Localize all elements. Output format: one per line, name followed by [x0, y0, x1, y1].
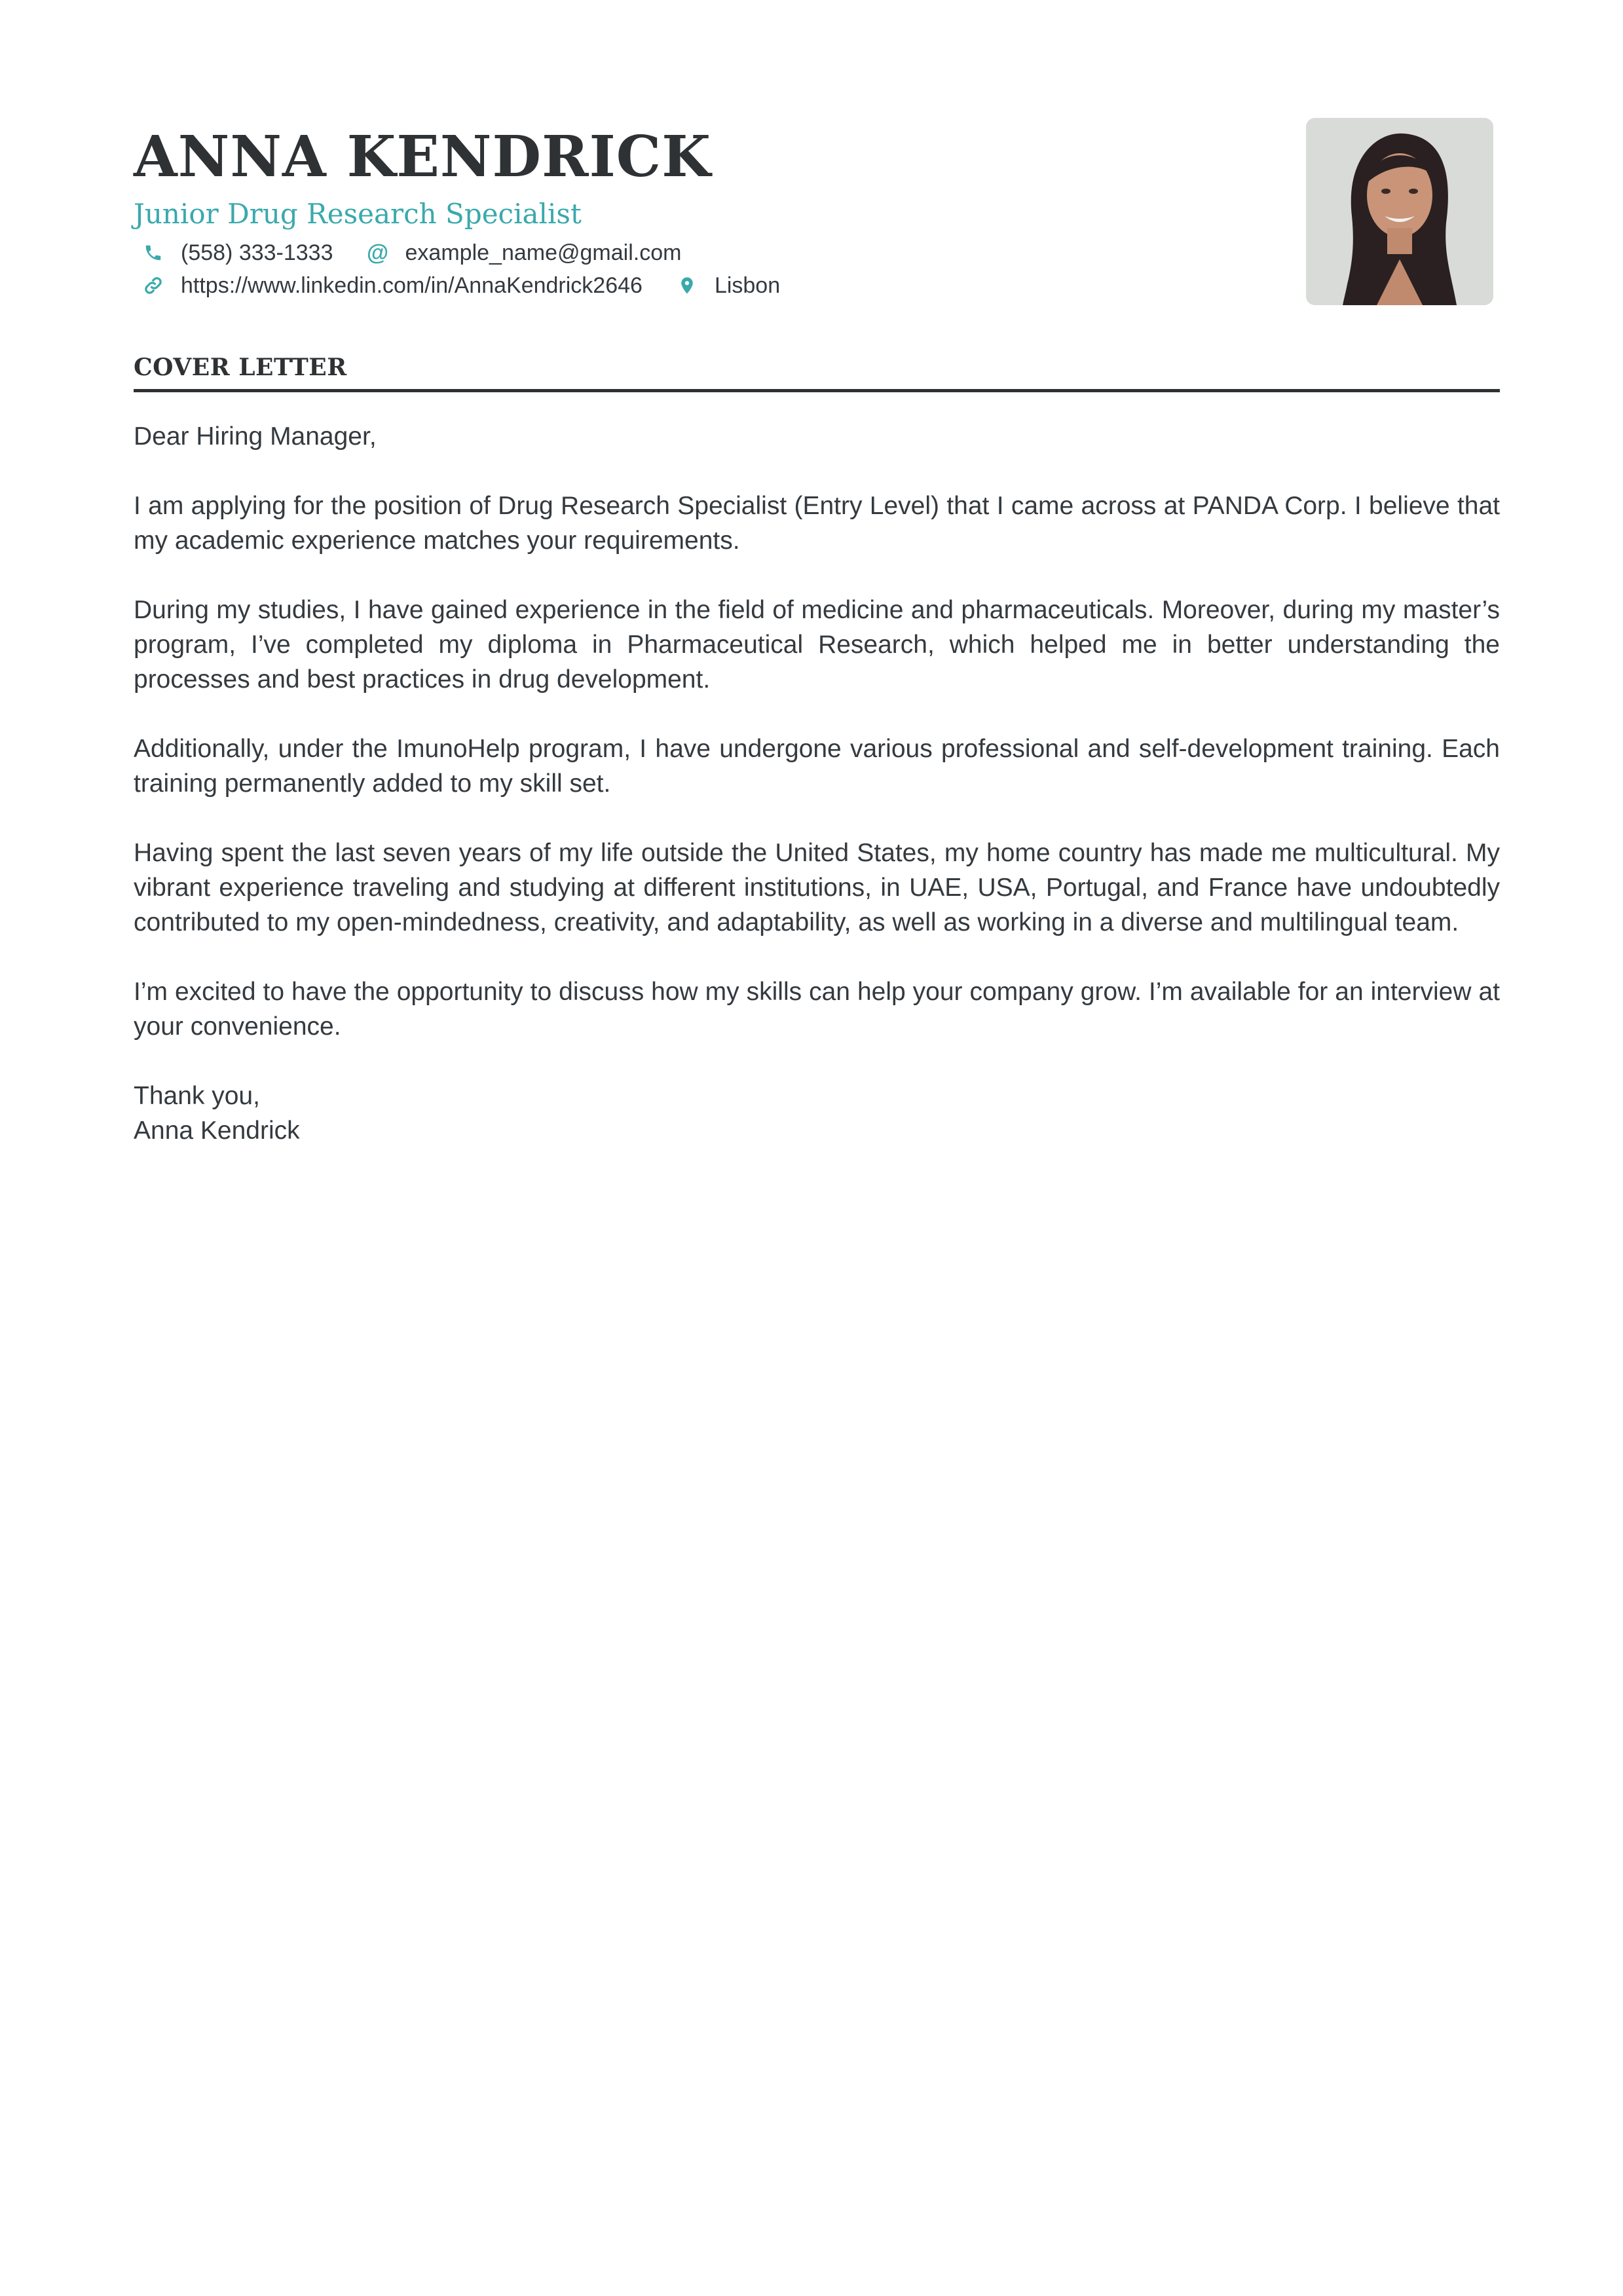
letter-signature: Anna Kendrick — [134, 1117, 300, 1145]
contact-row-1 — [141, 237, 714, 268]
location: Lisbon — [714, 272, 781, 298]
cover-letter-section-header — [134, 351, 1500, 384]
letter-paragraph: Having spent the last seven years of my life outside the United States, my home country has made me multicultural. My vibrant experience traveling and studying at different institutions, in UAE, USA, Portugal, and France have undoubtedly contributed to my open-mindedness, creativity, and adaptability, as well as working in a diverse and multilingual team. — [134, 839, 1500, 936]
phone-number: (558) 333-1333 — [181, 240, 333, 265]
contact-phone — [141, 240, 333, 266]
section-divider — [134, 389, 1500, 392]
link-icon — [141, 274, 165, 297]
section-title: COVER LETTER — [134, 354, 347, 381]
contact-location — [675, 273, 780, 299]
location-pin-icon — [675, 274, 699, 297]
letter-paragraph: Additionally, under the ImunoHelp program, I have undergone various professional and self-development training. Each training permanently added to my skill set. — [134, 735, 1500, 798]
contact-row-2 — [141, 270, 813, 301]
letter-paragraph: I am applying for the position of Drug Research Specialist (Entry Level) that I came across at PANDA Corp. I believe that my academic experience matches your requirements. — [134, 492, 1500, 555]
email-address: example_name@gmail.com — [405, 240, 682, 265]
linkedin-url: https://www.linkedin.com/in/AnnaKendrick2646 — [181, 272, 643, 298]
letter-closing: Thank you, — [134, 1082, 260, 1110]
job-title: Junior Drug Research Specialist — [134, 198, 582, 230]
contact-linkedin — [141, 273, 643, 299]
at-icon: @ — [366, 240, 389, 265]
phone-icon — [141, 241, 165, 265]
letter-paragraph: I’m excited to have the opportunity to discuss how my skills can help your company grow. I’m available for an interview at your convenience. — [134, 978, 1500, 1041]
header — [134, 118, 1500, 308]
candidate-name: ANNA KENDRICK — [134, 124, 711, 190]
letter-greeting: Dear Hiring Manager, — [134, 422, 377, 451]
cover-letter-body — [134, 419, 1500, 1148]
letter-paragraph: During my studies, I have gained experience in the field of medicine and pharmaceuticals. Moreover, during my master’s program, I’ve completed my diploma in Pharmaceutical Research, which helped me in better understanding the processes and best practices in drug development. — [134, 596, 1500, 694]
contact-email — [366, 240, 682, 266]
profile-photo — [1306, 118, 1493, 305]
